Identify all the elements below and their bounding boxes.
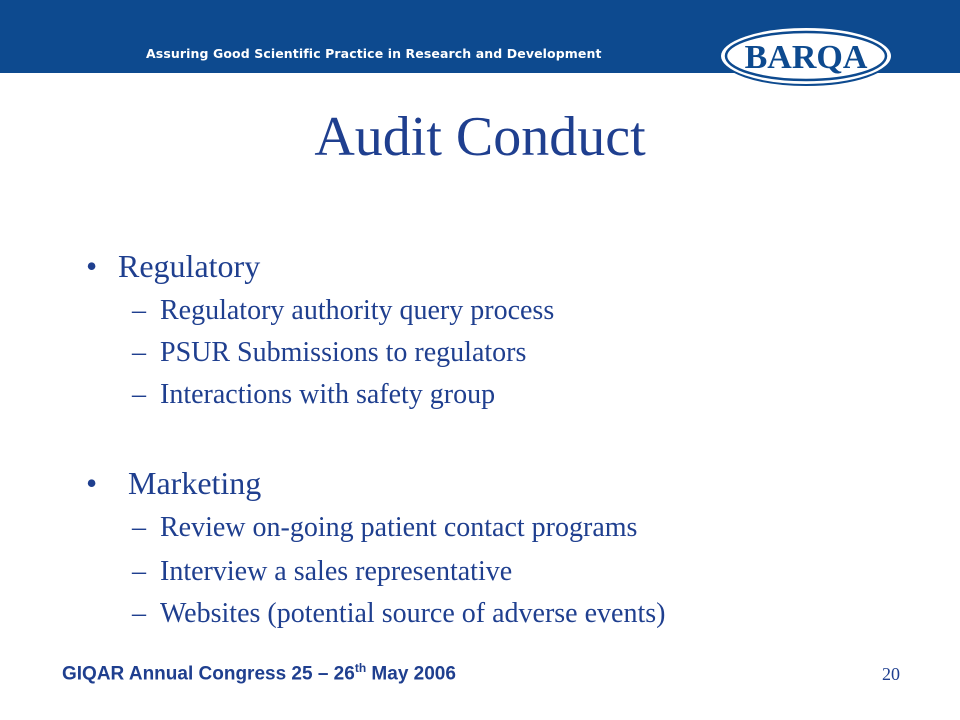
logo-text: BARQA: [744, 39, 868, 76]
sub-item-text: Interactions with safety group: [160, 379, 496, 410]
sub-item: [132, 336, 526, 370]
dash: –: [132, 556, 146, 587]
dash: –: [132, 512, 146, 543]
sub-item-text: Regulatory authority query process: [160, 295, 555, 326]
sub-item-text: Interview a sales representative: [160, 556, 513, 587]
sub-item: [132, 597, 665, 631]
sub-item-text: Websites (potential source of adverse events): [160, 598, 666, 629]
page-number: 20: [882, 664, 900, 684]
sub-item: [132, 511, 637, 545]
bullet-marketing-label: Marketing: [128, 465, 262, 501]
bullet-dot: •: [86, 248, 98, 284]
bullet-regulatory-label: Regulatory: [118, 248, 261, 284]
sub-item: [132, 555, 512, 589]
dash: –: [132, 295, 146, 326]
sub-item-text: Review on-going patient contact programs: [160, 512, 638, 543]
dash: –: [132, 337, 146, 368]
footer-event: [62, 661, 456, 685]
sub-item: [132, 294, 554, 328]
footer-event-suffix: May 2006: [366, 663, 456, 685]
footer-event-sup: th: [354, 661, 367, 675]
header-tagline: Assuring Good Scientific Practice in Research and Development: [146, 46, 602, 61]
dash: –: [132, 379, 146, 410]
sub-item: [132, 378, 495, 412]
barqa-logo: [718, 25, 894, 87]
slide-title: Audit Conduct: [314, 106, 646, 168]
bullet-dot: •: [86, 465, 98, 501]
sub-item-text: PSUR Submissions to regulators: [160, 337, 527, 368]
footer-event-prefix: GIQAR Annual Congress 25 – 26: [62, 663, 355, 685]
dash: –: [132, 598, 146, 629]
